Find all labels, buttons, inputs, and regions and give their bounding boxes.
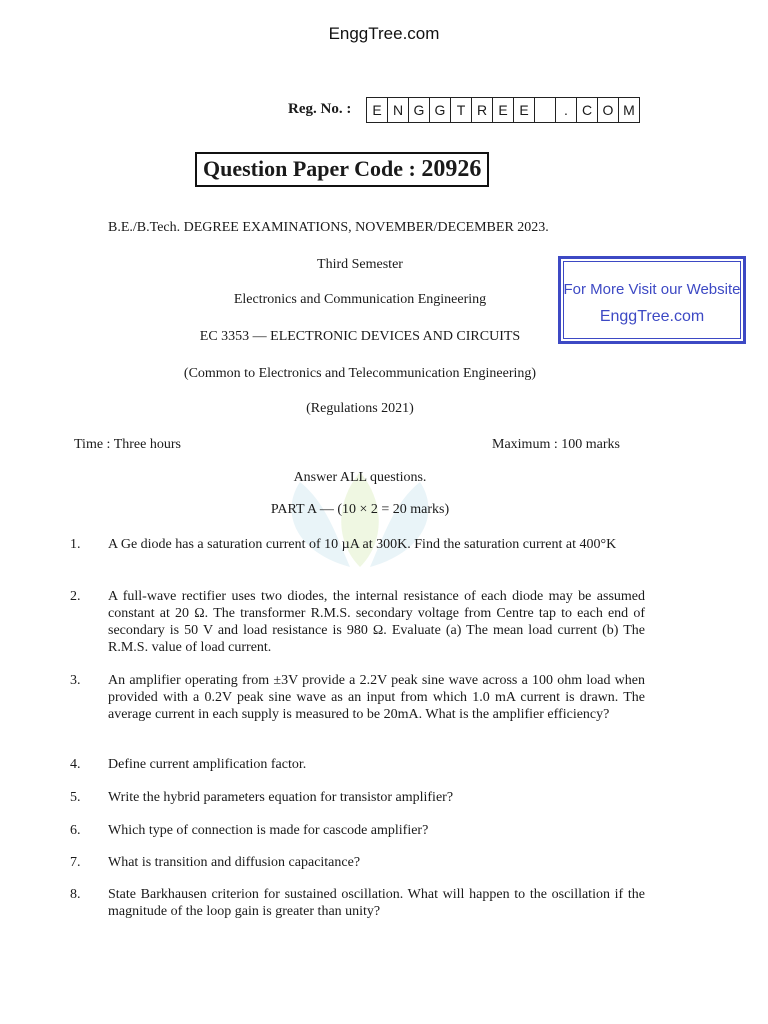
question-number: 3. — [70, 673, 81, 688]
question-paper-code — [195, 152, 489, 187]
exam-regulation: (Regulations 2021) — [306, 401, 414, 416]
reg-no-boxes — [366, 97, 640, 123]
question-text: A Ge diode has a saturation current of 10 µA at 300K. Find the saturation current at 400°K — [108, 537, 617, 552]
question-text: State Barkhausen criterion for sustained oscillation. What will happen to the oscillation if the magnitude of the loop gain is greater than unity? — [108, 887, 645, 919]
reg-char-box: N — [388, 98, 409, 122]
question-item — [70, 536, 645, 553]
question-text: An amplifier operating from ±3V provide a 2.2V peak sine wave across a 100 ohm load when provided with a 0.2V peak sine wave as an input from which 1.0 mA current is drawn. The average current in each supply is measured to be 20mA. What is the amplifier efficiency? — [108, 673, 645, 722]
question-number: 5. — [70, 790, 81, 805]
paper-code-number: 20926 — [421, 156, 482, 182]
reg-no-label: Reg. No. : — [288, 101, 352, 117]
reg-char-box: C — [577, 98, 598, 122]
promo-line-1: For More Visit our Website — [563, 281, 741, 298]
reg-char-box: E — [367, 98, 388, 122]
paper-code-label: Question Paper Code : — [203, 156, 416, 181]
site-header: EnggTree.com — [328, 24, 440, 43]
question-text: Write the hybrid parameters equation for transistor amplifier? — [108, 790, 454, 805]
reg-char-box: G — [409, 98, 430, 122]
reg-char-box: E — [514, 98, 535, 122]
question-number: 6. — [70, 823, 81, 838]
reg-char-box: G — [430, 98, 451, 122]
website-promo-box[interactable] — [558, 256, 746, 344]
reg-char-box: . — [556, 98, 577, 122]
exam-degree: B.E./B.Tech. DEGREE EXAMINATIONS, NOVEMBER/DECEMBER 2023. — [108, 220, 549, 235]
reg-char-box — [535, 98, 556, 122]
question-number: 8. — [70, 887, 81, 902]
question-number: 1. — [70, 537, 81, 552]
question-item — [70, 822, 645, 839]
instruction: Answer ALL questions. — [293, 470, 427, 485]
question-item — [70, 588, 645, 656]
question-item — [70, 854, 645, 871]
exam-semester: Third Semester — [317, 257, 403, 272]
exam-common: (Common to Electronics and Telecommunication Engineering) — [183, 366, 537, 381]
question-text: Define current amplification factor. — [108, 757, 307, 772]
reg-char-box: R — [472, 98, 493, 122]
reg-char-box: T — [451, 98, 472, 122]
question-item — [70, 672, 645, 723]
question-number: 4. — [70, 757, 81, 772]
exam-max-marks: Maximum : 100 marks — [492, 437, 620, 452]
question-number: 2. — [70, 589, 81, 604]
promo-line-2[interactable]: EnggTree.com — [599, 308, 705, 325]
reg-char-box: M — [623, 102, 635, 118]
exam-branch: Electronics and Communication Engineering — [233, 292, 487, 307]
question-text: Which type of connection is made for cascode amplifier? — [108, 823, 429, 838]
question-item — [70, 789, 645, 806]
reg-char-box: O — [598, 98, 619, 122]
question-item — [70, 886, 645, 920]
part-heading: PART A — (10 × 2 = 20 marks) — [270, 502, 450, 517]
exam-subject: EC 3353 — ELECTRONIC DEVICES AND CIRCUITS — [199, 329, 521, 344]
question-number: 7. — [70, 855, 81, 870]
question-item — [70, 756, 645, 773]
question-text: What is transition and diffusion capacitance? — [108, 855, 361, 870]
reg-char-box: E — [493, 98, 514, 122]
question-text: A full-wave rectifier uses two diodes, the internal resistance of each diode may be assumed constant at 20 Ω. The transformer R.M.S. secondary voltage from Centre tap to each end of secondary is 50 V and load resistance is 980 Ω. Evaluate (a) The mean load current (b) The R.M.S. value of load current. — [108, 589, 645, 655]
exam-time: Time : Three hours — [74, 437, 181, 452]
